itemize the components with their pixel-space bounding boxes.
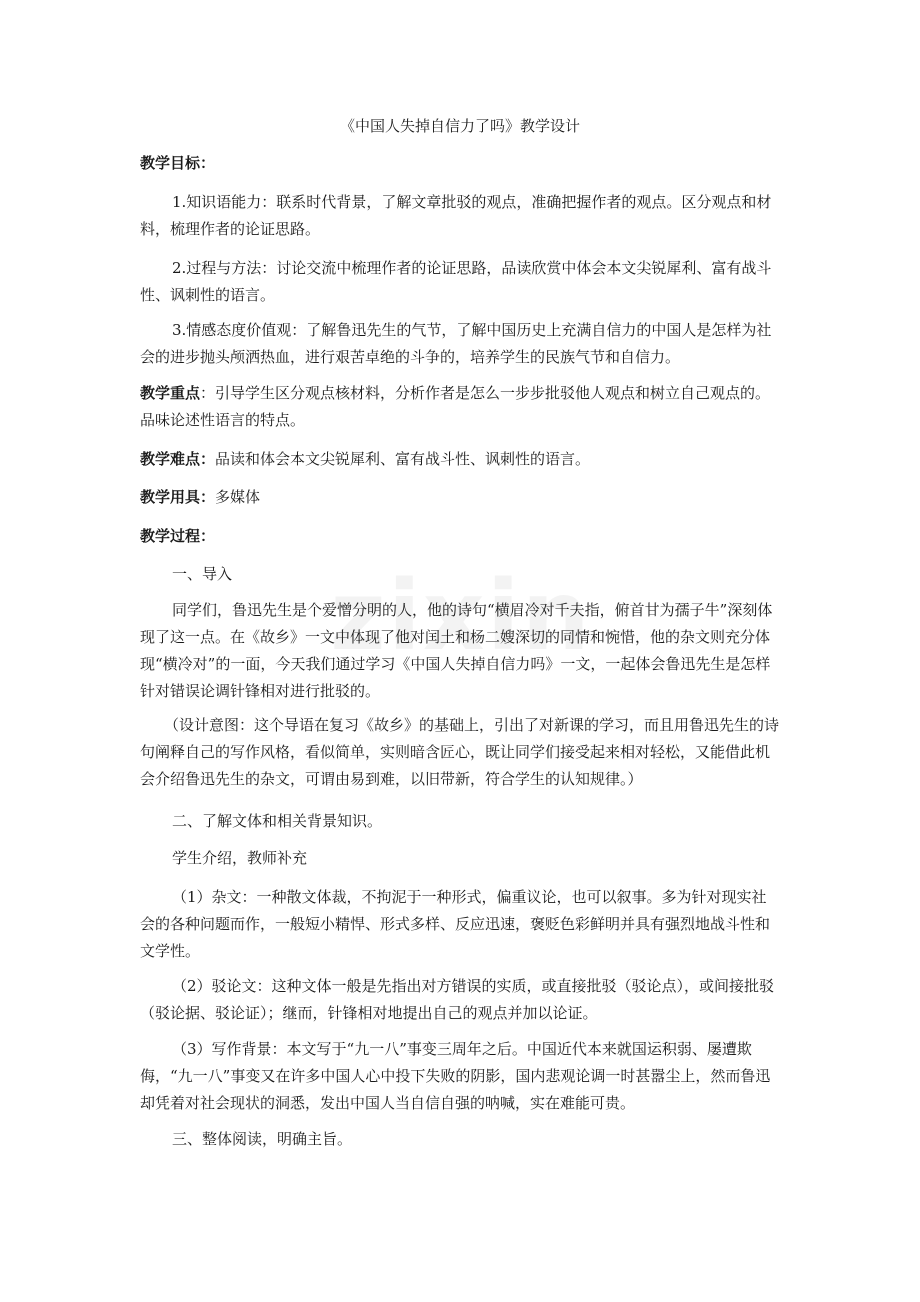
section-2-heading: 二、了解文体和相关背景知识。 xyxy=(172,812,383,830)
tools-text: 多媒体 xyxy=(215,488,261,506)
item-2-bolunwen: （2）驳论文：这种文体一般是先指出对方错误的实质，或直接批驳（驳论点），或间接批驳（驳论据、驳论证）；继而，针锋相对地提出自己的观点并加以论证。 xyxy=(140,977,775,1022)
section-3-heading: 三、整体阅读，明确主旨。 xyxy=(172,1130,353,1148)
key-points-label: 教学重点 xyxy=(140,384,201,402)
difficulties-label: 教学难点： xyxy=(140,450,216,468)
section-1-heading: 一、导入 xyxy=(172,565,233,583)
intro-paragraph: 同学们，鲁迅先生是个爱憎分明的人，他的诗句“横眉冷对千夫指，俯首甘为孺子牛”深刻体现了这一点。在《故乡》一文中体现了他对闰土和杨二嫂深切的同情和惋惜，他的杂文则充分体现“横冷对”的一面，今天我们通过学习《中国人失掉自信力吗》一文，一起体会鲁迅先生是怎样针对错误论调针锋相对进行批驳的。 xyxy=(140,601,773,700)
document-title: 《中国人失掉自信力了吗》教学设计 xyxy=(339,117,580,135)
objectives-heading: 教学目标： xyxy=(140,154,216,172)
difficulties-text: 品读和体会本文尖锐犀利、富有战斗性、讽刺性的语言。 xyxy=(215,450,591,468)
teaching-tools xyxy=(140,484,780,511)
objective-2: 2.过程与方法：讨论交流中梳理作者的论证思路，品读欣赏中体会本文尖锐犀利、富有战斗性、讽刺性的语言。 xyxy=(140,259,772,304)
objective-1: 1.知识语能力：联系时代背景，了解文章批驳的观点，准确把握作者的观点。区分观点和材料，梳理作者的论证思路。 xyxy=(140,193,772,238)
item-1-zawen: （1）杂文：一种散文体裁，不拘泥于一种形式，偏重议论，也可以叙事。多为针对现实社会的各种问题而作，一般短小精悍、形式多样、反应迅速，褒贬色彩鲜明并具有强烈地战斗性和文学性。 xyxy=(140,888,771,960)
tools-label: 教学用具： xyxy=(140,488,216,506)
item-3-background: （3）写作背景：本文写于“九一八”事变三周年之后。中国近代本来就国运积弱、屡遭欺侮，“九一八”事变又在许多中国人心中投下失败的阴影，国内悲观论调一时甚嚣尘上，然而鲁迅却凭着对社会现状的洞悉，发出中国人当自信自强的呐喊，实在难能可贵。 xyxy=(140,1040,771,1112)
objective-3: 3.情感态度价值观：了解鲁迅先生的气节，了解中国历史上充满自信力的中国人是怎样为社会的进步抛头颅洒热血，进行艰苦卓绝的斗争的，培养学生的民族气节和自信力。 xyxy=(140,321,772,366)
design-intent: （设计意图：这个导语在复习《故乡》的基础上，引出了对新课的学习，而且用鲁迅先生的诗句阐释自己的写作风格，看似简单，实则暗含匠心，既让同学们接受起来相对轻松，又能借此机会介绍鲁迅先生的杂文，可谓由易到难，以旧带新，符合学生的认知规律。） xyxy=(140,716,780,788)
difficulties xyxy=(140,446,780,473)
key-points xyxy=(140,380,780,434)
process-heading: 教学过程： xyxy=(140,527,216,545)
key-points-text: ：引导学生区分观点核材料，分析作者是怎么一步步批驳他人观点和树立自己观点的。品味论述性语言的特点。 xyxy=(140,384,771,429)
section-2-subheading: 学生介绍，教师补充 xyxy=(172,849,308,867)
